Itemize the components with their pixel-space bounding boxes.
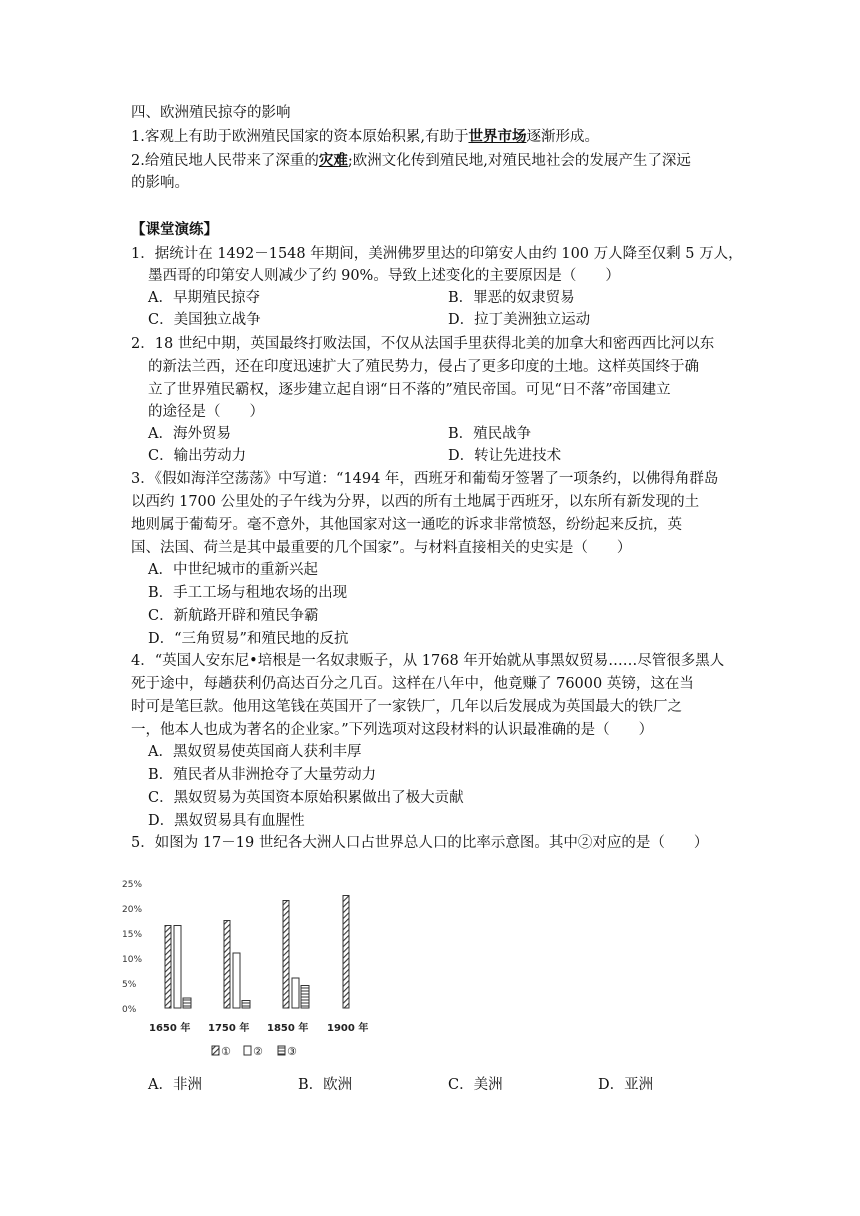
question-2-line-4: 的途径是（ ）: [148, 404, 264, 420]
question-4-option-d[interactable]: D．黑奴贸易具有血腥性: [148, 813, 305, 829]
bar-series-2-1: [233, 953, 240, 1008]
question-2-line-1: 2．18 世纪中期，英国最终打败法国，不仅从法国手里获得北美的加拿大和密西西比河以东: [131, 336, 715, 352]
question-2-line-2: 的新法兰西，还在印度迅速扩大了殖民势力，侵占了更多印度的土地。这样英国终于确: [148, 359, 699, 375]
question-5-option-d[interactable]: D．亚洲: [598, 1077, 654, 1093]
section-point-2-text-a: 2.给殖民地人民带来了深重的: [131, 153, 319, 169]
question-3-line-1: 3．《假如海洋空荡荡》中写道：“1494 年，西班牙和葡萄牙签署了一项条约，以佛得角群岛: [131, 471, 719, 487]
y-tick-label: 5%: [122, 980, 137, 990]
question-5-option-a[interactable]: A．非洲: [148, 1077, 202, 1093]
question-3-option-d[interactable]: D．“三角贸易”和殖民地的反抗: [148, 631, 349, 647]
question-1-line-2: 墨西哥的印第安人则减少了约 90%。导致上述变化的主要原因是（ ）: [148, 268, 620, 284]
question-3-option-a[interactable]: A．中世纪城市的重新兴起: [148, 562, 318, 578]
question-3-line-3: 地则属于葡萄牙。毫不意外，其他国家对这一通吃的诉求非常愤怒，纷纷起来反抗，英: [131, 517, 682, 533]
bars-group: [165, 896, 349, 1009]
key-term-disaster: 灾难: [318, 152, 348, 169]
section-point-2: [131, 150, 691, 172]
question-3-line-2: 以西约 1700 公里处的子午线为分界，以西的所有土地属于西班牙，以东所有新发现的土: [131, 494, 700, 510]
question-2-option-b[interactable]: B．殖民战争: [448, 426, 532, 442]
bar-series-1-0: [165, 926, 171, 1009]
bar-series-1-3: [343, 896, 349, 1009]
bar-series-3-2: [301, 986, 309, 1009]
section-point-1-text-a: 1.客观上有助于欧洲殖民国家的资本原始积累,有助于: [131, 129, 469, 145]
bar-series-3-1: [242, 1001, 250, 1009]
question-2-option-d[interactable]: D．转让先进技术: [448, 448, 562, 464]
section-point-2-cont: 的影响。: [131, 175, 189, 191]
question-1-option-c[interactable]: C．美国独立战争: [148, 312, 261, 328]
section-point-1: [131, 126, 599, 148]
population-ratio-chart: [120, 858, 380, 1073]
y-tick-label: 20%: [122, 905, 143, 915]
question-2-option-c[interactable]: C．输出劳动力: [148, 448, 247, 464]
question-3-line-4: 国、法国、荷兰是其中最重要的几个国家”。与材料直接相关的史实是（ ）: [131, 540, 632, 556]
chart-legend: [212, 1045, 297, 1058]
question-3-option-b[interactable]: B．手工工场与租地农场的出现: [148, 585, 348, 601]
question-2-line-3: 立了世界殖民霸权，逐步建立起自诩“日不落的”殖民帝国。可见“日不落”帝国建立: [148, 382, 671, 398]
question-4-line-4: 一，他本人也成为著名的企业家。”下列选项对这段材料的认识最准确的是（ ）: [131, 722, 654, 738]
practice-title: 【课堂演练】: [131, 221, 218, 238]
question-5-line-1: 5．如图为 17－19 世纪各大洲人口占世界总人口的比率示意图。其中②对应的是（ ）: [131, 835, 709, 851]
question-4-line-2: 死于途中，每趟获利仍高达百分之几百。这样在八年中，他竟赚了 76000 英镑，这在当: [131, 676, 694, 692]
legend-label-2: ②: [253, 1045, 263, 1058]
x-axis-labels: [149, 1021, 368, 1034]
question-5-option-b[interactable]: B．欧洲: [298, 1077, 353, 1093]
y-tick-label: 0%: [122, 1005, 137, 1015]
x-tick-label: 1750 年: [208, 1023, 250, 1034]
legend-label-3: ③: [287, 1045, 297, 1058]
bar-series-2-0: [174, 926, 181, 1009]
section-heading: 四、欧洲殖民掠夺的影响: [131, 105, 291, 121]
x-tick-label: 1850 年: [267, 1023, 309, 1034]
bar-series-2-2: [292, 978, 299, 1008]
section-point-1-text-b: 逐渐形成。: [526, 129, 599, 145]
legend-swatch-2: [244, 1046, 251, 1055]
question-4-option-b[interactable]: B．殖民者从非洲抢夺了大量劳动力: [148, 767, 377, 783]
question-1-option-b[interactable]: B．罪恶的奴隶贸易: [448, 290, 575, 306]
key-term-world-market: 世界市场: [468, 128, 527, 145]
question-1-option-d[interactable]: D．拉丁美洲独立运动: [448, 312, 591, 328]
question-4-option-c[interactable]: C．黑奴贸易为英国资本原始积累做出了极大贡献: [148, 790, 464, 806]
question-1-option-a[interactable]: A．早期殖民掠夺: [148, 290, 260, 306]
question-2-option-a[interactable]: A．海外贸易: [148, 426, 231, 442]
legend-swatch-3: [278, 1046, 285, 1055]
bar-series-1-1: [224, 921, 230, 1009]
question-5-option-c[interactable]: C．美洲: [448, 1077, 503, 1093]
question-4-line-3: 时可是笔巨款。他用这笔钱在英国开了一家铁厂，几年以后发展成为英国最大的铁厂之: [131, 699, 682, 715]
y-tick-label: 10%: [122, 955, 143, 965]
y-tick-label: 25%: [122, 880, 143, 890]
y-tick-label: 15%: [122, 930, 143, 940]
y-axis: [122, 880, 142, 1015]
x-tick-label: 1900 年: [327, 1023, 369, 1034]
bar-series-3-0: [183, 998, 191, 1008]
x-tick-label: 1650 年: [149, 1023, 191, 1034]
legend-swatch-1: [212, 1046, 219, 1055]
question-3-option-c[interactable]: C．新航路开辟和殖民争霸: [148, 608, 319, 624]
section-point-2-text-b: ;欧洲文化传到殖民地,对殖民地社会的发展产生了深远: [347, 153, 691, 169]
legend-label-1: ①: [221, 1045, 231, 1058]
question-1-line-1: 1．据统计在 1492－1548 年期间，美洲佛罗里达的印第安人由约 100 万人降至仅剩 5 万人，: [131, 246, 743, 262]
bar-series-1-2: [283, 901, 289, 1009]
question-4-option-a[interactable]: A．黑奴贸易使英国商人获利丰厚: [148, 744, 362, 760]
question-4-line-1: 4．“英国人安东尼•培根是一名奴隶贩子，从 1768 年开始就从事黑奴贸易……尽管很多黑人: [131, 653, 725, 669]
